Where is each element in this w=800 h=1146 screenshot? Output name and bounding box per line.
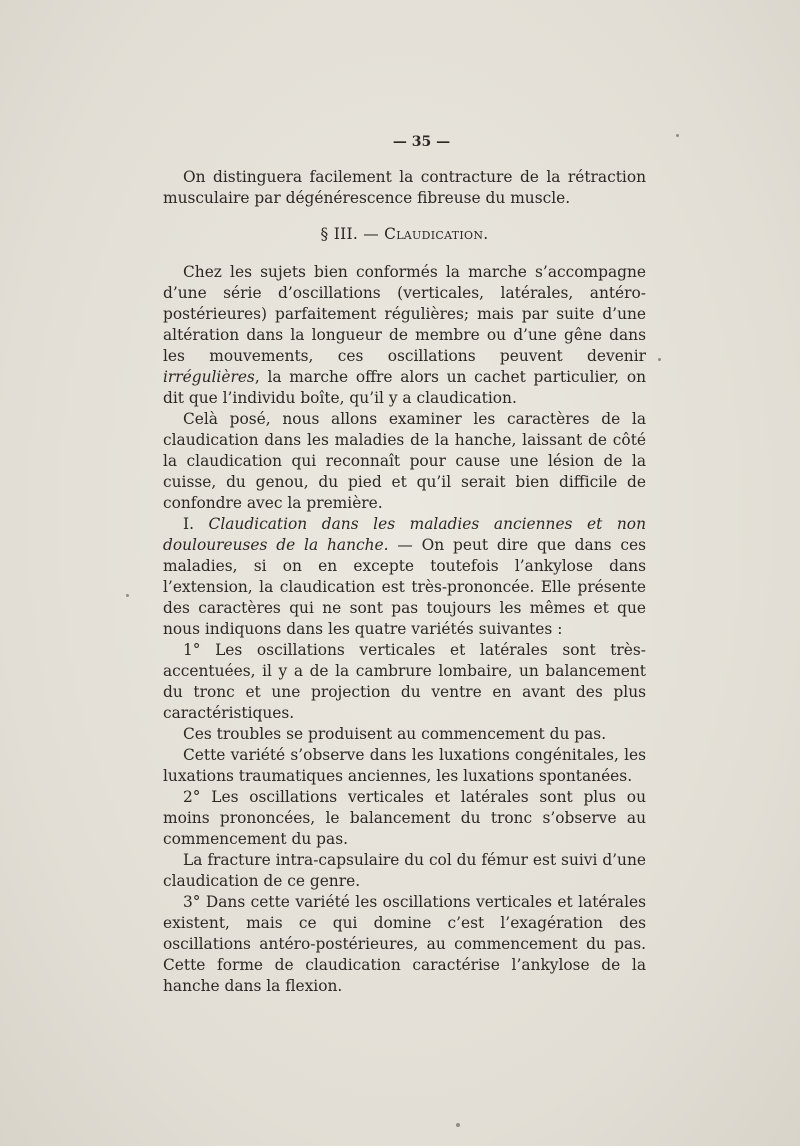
paragraph <box>163 262 646 409</box>
section-number: I. <box>183 515 209 533</box>
text-run: — On peut dire que dans ces maladies, si on en excepte toutefois l’ankylose dans l’extension, la claudication est très-prononcée. Elle présente des caractères qui ne sont pas toujours les mêmes et que nous indiquons dans les quatre variétés suivantes : <box>163 536 646 638</box>
paragraph: 2° Les oscillations verticales et latérales sont plus ou moins prononcées, le balancement du tronc s’observe au commencement du pas. <box>163 788 646 848</box>
paragraph: Cette variété s’observe dans les luxations congénitales, les luxations traumatiques anciennes, les luxations spontanées. <box>163 746 646 785</box>
page-text <box>163 132 646 997</box>
paper-speck <box>658 358 661 361</box>
paragraph: On distinguera facilement la contracture de la rétraction musculaire par dégénérescence fibreuse du muscle. <box>163 168 646 207</box>
paragraph: La fracture intra-capsulaire du col du fémur est suivi d’une claudication de ce genre. <box>163 851 646 890</box>
paragraph <box>163 514 646 640</box>
section-heading: § III. — Claudication. <box>320 225 489 243</box>
paragraph: Celà posé, nous allons examiner les caractères de la claudication dans les maladies de la hanche, laissant de côté la claudication qui reconnaît pour cause une lésion de la cuisse, du genou, du pied et qu’il serait bien difficile de confondre avec la première. <box>163 410 646 512</box>
paper-speck <box>456 1123 460 1127</box>
paragraph: Ces troubles se produisent au commencement du pas. <box>183 725 607 743</box>
italic-term: irrégulières <box>163 368 255 386</box>
text-run: , la marche offre alors un cachet particulier, on dit que l’individu boîte, qu’il y a claudication. <box>163 368 646 407</box>
paragraph: 3° Dans cette variété les oscillations verticales et latérales existent, mais ce qui domine c’est l’exagération des oscillations antéro-postérieures, au commencement du pas. Cette forme de claudication caractérise l’ankylose de la hanche dans la flexion. <box>163 893 646 995</box>
subsection-title: Claudication dans les maladies anciennes et non douloureuses de la hanche. <box>163 515 646 554</box>
paper-speck <box>676 134 679 137</box>
paper-speck <box>126 594 129 597</box>
paragraph: 1° Les oscillations verticales et latérales sont très-accentuées, il y a de la cambrure lombaire, un balancement du tronc et une projection du ventre en avant des plus caractéristiques. <box>163 641 646 722</box>
text-run: Chez les sujets bien conformés la marche s’accompagne d’une série d’oscillations (verticales, latérales, antéro-postérieures) parfaitement régulières; mais par suite d’une altération dans la longueur de membre ou d’une gêne dans les mouvements, ces oscillations peuvent devenir <box>163 263 646 365</box>
page-number: — 35 — <box>392 134 451 150</box>
